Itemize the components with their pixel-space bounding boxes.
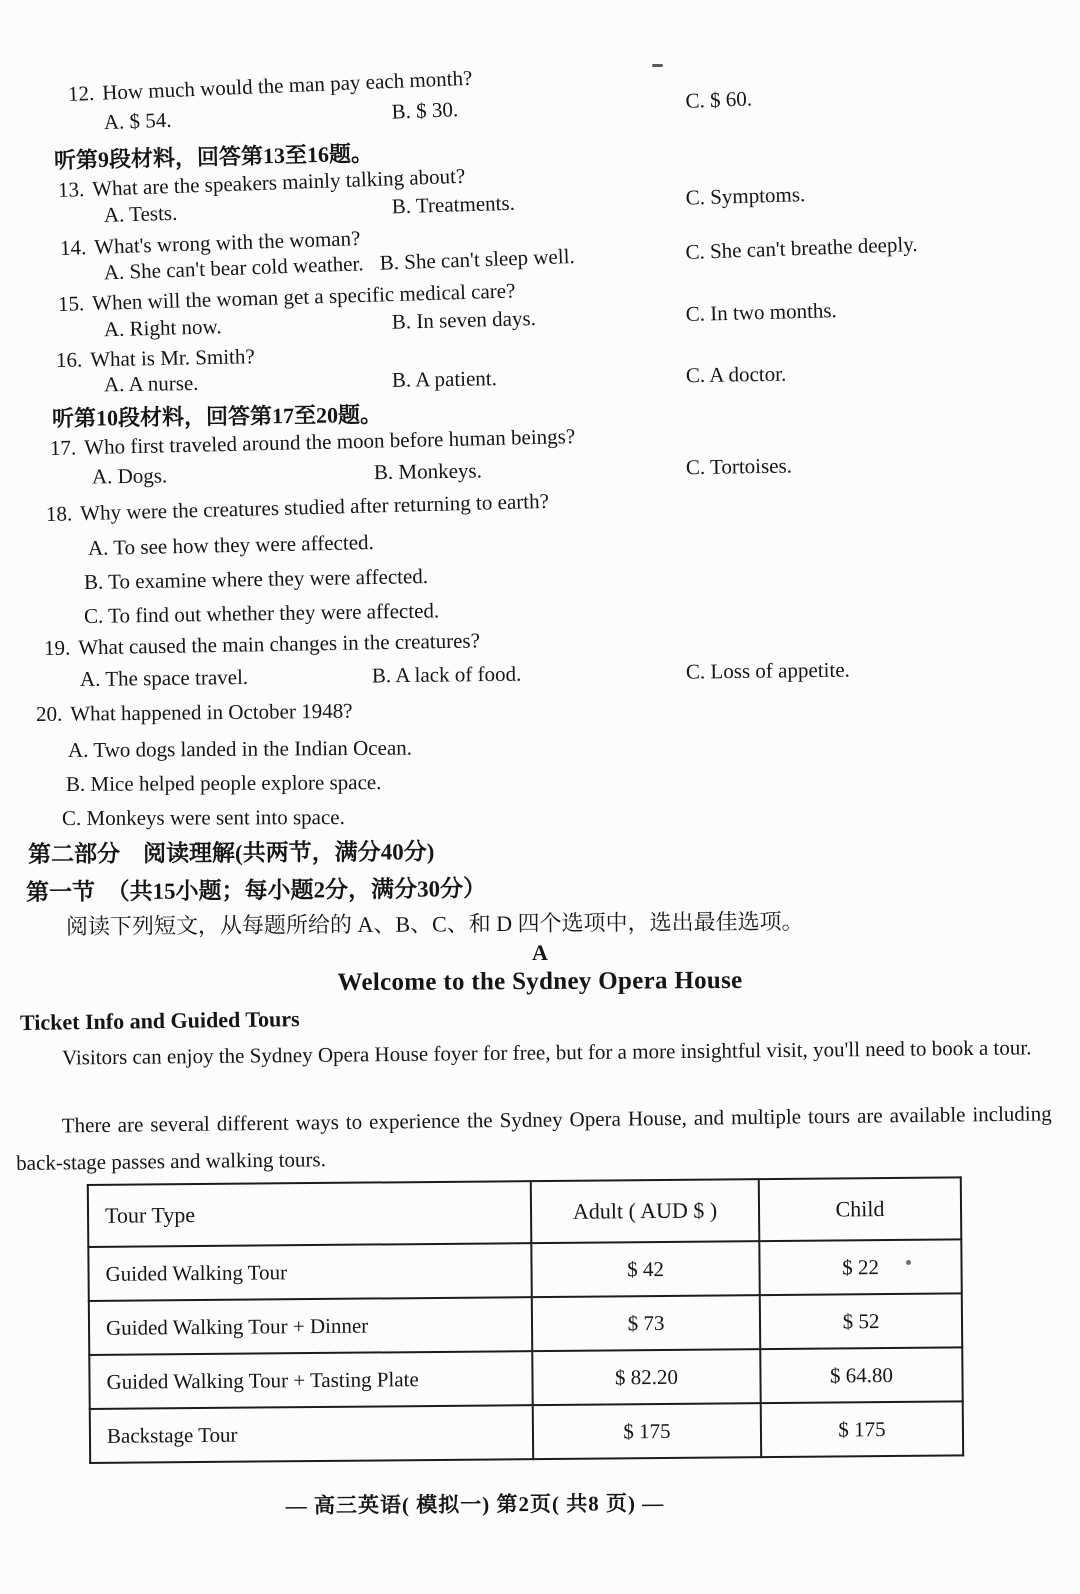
option-b: B. She can't sleep well. [379,243,576,275]
page-footer: — 高三英语( 模拟一) 第2页( 共8 页) — [285,1491,665,1518]
question-text: What are the speakers mainly talking about? [91,163,466,201]
question-20 [36,699,353,727]
passage-subheading: Ticket Info and Guided Tours [19,1006,300,1035]
material-10-header: 听第10段材料，回答第17至20题。 [51,401,383,431]
option-c: C. A doctor. [685,361,787,388]
column-header-adult: Adult ( AUD $ ) [531,1179,760,1243]
option-b: B. A patient. [391,366,498,392]
tour-price-table [87,1176,964,1464]
question-number: 17. [49,435,77,460]
question-text: What happened in October 1948? [70,698,353,726]
question-19 [44,628,480,661]
passage-label: A [532,940,548,965]
question-text: What is Mr. Smith? [90,344,255,372]
option-b: B. In seven days. [391,305,537,334]
material-9-header: 听第9段材料，回答第13至16题。 [53,140,374,173]
reading-instruction: 阅读下列短文，从每题所给的 A、B、C、和 D 四个选项中，选出最佳选项。 [65,908,804,939]
question-16 [56,344,255,373]
option-c: C. Symptoms. [685,182,806,210]
option-a: A. To see how they were affected. [87,530,374,560]
option-c: C. Loss of appetite. [685,657,850,684]
tour-price-table-wrapper [87,1176,964,1464]
table-row [88,1239,961,1301]
cell-child-price: $ 175 [761,1401,963,1457]
table-row [89,1347,962,1409]
question-19-options [0,655,1080,696]
question-number: 19. [43,635,71,660]
option-b: B. Monkeys. [373,458,483,485]
question-text: Who first traveled around the moon before human beings? [83,424,576,460]
question-text: When will the woman get a specific medical care? [91,278,516,315]
option-a: A. Right now. [103,314,222,342]
option-b: B. To examine where they were affected. [83,563,429,594]
option-c: C. In two months. [685,298,838,327]
question-number: 16. [55,347,83,372]
cell-adult-price: $ 73 [532,1295,760,1351]
cell-adult-price: $ 82.20 [532,1349,760,1405]
option-a: A. $ 54. [103,107,172,135]
option-c: C. Monkeys were sent into space. [61,805,345,830]
scan-artifact [652,64,663,67]
question-number: 13. [57,177,85,202]
option-c: C. She can't breathe deeply. [685,231,918,265]
question-number: 18. [45,501,73,526]
question-number: 20. [35,701,63,726]
table-row [90,1401,963,1463]
option-b: B. Mice helped people explore space. [65,770,382,796]
section-one-header: 第一节 （共15小题；每小题2分，满分30分） [25,875,487,905]
table-row [89,1293,962,1355]
cell-tour-type: Guided Walking Tour [88,1243,531,1301]
cell-adult-price: $ 42 [531,1241,759,1297]
question-number: 14. [59,235,87,260]
question-text: What's wrong with the woman? [93,226,361,259]
question-number: 15. [57,291,85,316]
passage-title: Welcome to the Sydney Opera House [337,966,743,997]
option-a: A. Two dogs landed in the Indian Ocean. [67,735,413,762]
cell-child-price: $ 64.80 [760,1347,962,1403]
question-text: How much would the man pay each month? [101,65,473,105]
option-b: B. $ 30. [391,97,459,124]
option-c: C. $ 60. [685,86,753,113]
column-header-tour-type: Tour Type [88,1181,532,1247]
question-18 [46,489,550,527]
option-c: C. To find out whether they were affected. [83,598,440,628]
table-header-row [88,1177,962,1247]
option-b: B. Treatments. [391,190,516,219]
part-two-header: 第二部分 阅读理解(共两节，满分40分) [27,839,435,867]
option-b: B. A lack of food. [371,661,522,688]
option-c: C. Tortoises. [685,453,793,480]
question-text: Why were the creatures studied after returning to earth? [79,488,550,526]
cell-tour-type: Backstage Tour [90,1405,533,1463]
option-a: A. Dogs. [91,463,168,489]
passage-paragraph-2: There are several different ways to experience the Sydney Opera House, and multiple tours are available including back-stage passes and walking tours. [16,1101,1052,1175]
passage-paragraph-1: Visitors can enjoy the Sydney Opera House foyer for free, but for a more insightful visit, you'll need to book a tour. [61,1035,1032,1070]
cell-child-price: $ 52 [760,1293,962,1349]
option-a: A. Tests. [103,200,178,227]
cell-tour-type: Guided Walking Tour + Dinner [89,1297,532,1355]
question-number: 12. [67,80,95,106]
cell-adult-price: $ 175 [533,1403,761,1459]
column-header-child: Child [759,1177,962,1241]
option-a: A. A nurse. [103,370,199,397]
cell-tour-type: Guided Walking Tour + Tasting Plate [89,1351,532,1409]
cell-child-price: $ 22 [759,1239,961,1295]
option-a: A. The space travel. [79,664,249,692]
option-a: A. She can't bear cold weather. [103,251,364,285]
question-text: What caused the main changes in the creatures? [78,628,481,660]
